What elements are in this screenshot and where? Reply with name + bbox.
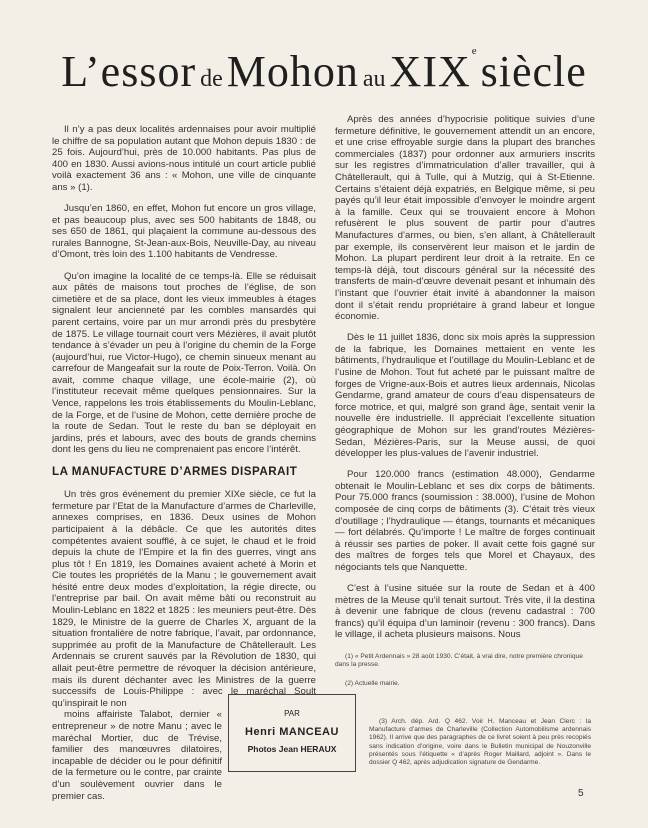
title-word-de: de — [200, 66, 223, 92]
section-heading: LA MANUFACTURE D’ARMES DISPARAIT — [52, 464, 298, 478]
footnote-3: (3) Arch. dép. Ard. Q 462. Voir H. Manceau et Jean Clerc : la Manufacture d’armes de Charleville (Collection Automobilisme ardennais 1962). Il arrive que des paragraphes de ce livret soient à peu près recopiés sans indication d’origine, voire dans le Bulletin municipal de Nouzonville présentés sous l’étiquette « d’après Roger Maillard, adjoint ». Dans le dossier Q 462, après adjudication signature de Gendarme. — [369, 718, 591, 767]
footnote-1: (1) « Petit Ardennais » 28 août 1930. C’était, à vrai dire, notre première chronique dans la presse. — [335, 653, 583, 669]
credit-par: PAR — [284, 709, 300, 718]
title-word-essor: L’essor — [61, 47, 197, 96]
title-word-xix: XIX — [389, 47, 471, 96]
page-number: 5 — [578, 788, 584, 799]
left-paragraph-1: Il n’y a pas deux localités ardennaises pour avoir multiplié le chiffre de sa population autant que Mohon depuis 1830 : de 25 fois. Aujourd’hui, près de 10.000 habitants. Pas plus de 400 en 1830. Aussi avions-nous intitulé un court article publié voilà exactement 36 ans : « Mohon, une ville de cinquante ans » (1). — [52, 124, 316, 193]
credit-author: Henri MANCEAU — [245, 726, 339, 738]
left-wrap-paragraph: moins affairiste Talabot, dernier « entrepreneur » de notre Manu ; avec le maréchal Mortier, duc de Trévise, familier des manœuvres dilatoires, incapable de décider ou le pour définitif de la fermeture ou le contre, par crainte d’un soulèvement ouvrier dans le premier cas. — [52, 709, 222, 802]
left-paragraph-2: Jusqu’en 1860, en effet, Mohon fut encore un gros village, et pas beaucoup plus, avec ses 500 habitants de 1848, ou ses 650 de 1861, qui plaçaient la commune au-dessous des rurales Bannogne, St-Jean-aux-Bois, Neuville-Day, au niveau d’Omont, très loin des 1.100 habitants de Vendresse. — [52, 203, 316, 261]
left-paragraph-3: Qu’on imagine la localité de ce temps-là. Elle se réduisait aux pâtés de maisons tout proches de l’église, de son cimetière et de sa place, dont les vieux immeubles à étages signalent leur ancienneté par les combles mansardés qui parent certains, voire par un mur arrondi près du presbytère de 1875. Le village tournait court vers Mézières, il avait plutôt tendance à s’évader un peu à l’origine du chemin de la Forge (aujourd’hui, rue Victor-Hugo), ce chemin sinueux menant au carrefour de Mangeafait sur la route de Poix-Terron. Voilà. On avait, comme chaque village, une école-mairie (2), où l’instituteur recevait même quelques pensionnaires. Sur la Vence, rappelons les trois établissements du Moulin-Leblanc, de la Forge, et de l’usine de Mohon, cette dernière proche de la route de Sedan. Tout le reste du ban se déployait en jardins, prés et labours, avec des bouts de grands chemins dont les gens du lieu ne comprenaient pas encore l’intérêt. — [52, 270, 316, 456]
right-paragraph-2: Dès le 11 juillet 1836, donc six mois après la suppression de la fabrique, les Domaines mettaient en vente les bâtiments, l’hydraulique et l’outillage du Moulin-Leblanc et de l’usine de Mohon. Tout fut acheté par le puissant maître de forges de Vrigne-aux-Bois et autres lieux ardennais, Nicolas Gendarme, grand amateur de cours d’eau dispensateurs de force motrice, et qui, malgré son grand âge, sentait venir la nouvelle ère industrielle. Il appréciait l’excellente situation géographique de Mohon sur les grand’routes Mézières-Sedan, Mézières-Paris, sur la Meuse aussi, de quoi développer les plus-values de l’avenir industriel. — [335, 332, 595, 460]
title-word-mohon: Mohon — [226, 47, 359, 96]
author-credit-box — [228, 694, 356, 772]
right-paragraph-3: Pour 120.000 francs (estimation 48.000), Gendarme obtenait le Moulin-Leblanc et ses dix corps de bâtiments. Pour 75.000 francs (soumission : 38.000), l’usine de Mohon composée de cinq corps de bâtiments (3). C’était très vieux d’outillage ; l’hydraulique — étangs, tournants et mécaniques — fort délabrés. Qu’importe ! Le maître de forges continuait à réussir ses parties de poker. Il avait cette fois gagné sur des maîtres de forges tels que Morel et Chayaux, des négociants tels que Nanquette. — [335, 469, 595, 573]
article-title — [0, 46, 648, 97]
footnote-2: (2) Actuelle mairie. — [345, 680, 400, 687]
right-paragraph-4: C’est à l’usine située sur la route de Sedan et à 400 mètres de la Meuse qu’il tenait surtout. Très vite, il la destina à devenir une fabrique de clous (revenu cadastral : 700 francs) qu’il équipa d’un laminoir (revenu : 300 francs). Dans le village, il acheta plusieurs maisons. Nous — [335, 583, 595, 641]
left-section-paragraph: Un très gros événement du premier XIXe siècle, ce fut la fermeture par l’Etat de la Manufacture d’armes de Charleville, annexes comprises, en 1836. Deux usines de Mohon participaient à la débâcle. Ce que les autorités dites compétentes avaient soufflé, à ce sujet, le chaud et le froid depuis la chute de l’Empire et la fin des guerres, vingt ans plus tôt ! En 1819, les Domaines avaient acheté à Morin et Cie toutes les propriétés de la Manu ; le gouvernement avait hésité entre deux modes d’exploitation, la régie directe, ou l’entreprise par bail. On avait même bâti ou reconstruit au Moulin-Leblanc en 1822 et 1825 : les meuniers peut-être. Dès 1829, le Ministre de la guerre de Charles X, arguant de la situation frontalière de notre fabrique, l’avait, par ordonnance, supprimée au profit de la Manufacture de Châtellerault. Les Ardennais se crurent sauvés par la Révolution de 1830, qui allait peut-être permettre de révoquer la décision antérieure, mais ils durent déchanter avec les Ministres de la guerre successifs de Louis-Philippe : avec le maréchal Soult qu’inspirait le non — [52, 489, 316, 709]
title-word-au: au — [362, 66, 386, 92]
right-column — [335, 114, 595, 651]
title-superscript: e — [471, 44, 477, 57]
right-paragraph-1: Après des années d’hypocrisie politique suivies d’une fermeture définitive, le gouvernement attendit un an encore, et une crise effroyable surgie dans la plupart des branches commerciales (1837) pour ordonner aux armuriers inscrits sur les registres d’immatriculation d’aller travailler, qui à Châtellerault, qui à Tulle, qui à Mutzig, qui à St-Etienne. Certains s’étaient déjà expatriés, en Belgique même, si peu payés qu’il leur était impossible d’envoyer le moindre argent à la famille. Ceux qui se trouvaient encore à Mohon refusèrent le plus souvent de partir pour d’autres Manufactures d’armes, ou bien, s’en allant, à Châtellerault par exemple, ils conservèrent leur maison et le jardin de Mohon. La plupart perdirent leur droit à la retraite. En ce temps-là déjà, tout discours général sur la nécessité des transferts de main-d’œuvre devenait pesant et inhumain dès l’instant que l’ouvrier était invité à abandonner la maison dont il s’était rendu propriétaire à grand labeur et longue économie. — [335, 114, 595, 323]
credit-photos: Photos Jean HERAUX — [247, 744, 337, 754]
title-word-siecle: siècle — [480, 47, 587, 96]
